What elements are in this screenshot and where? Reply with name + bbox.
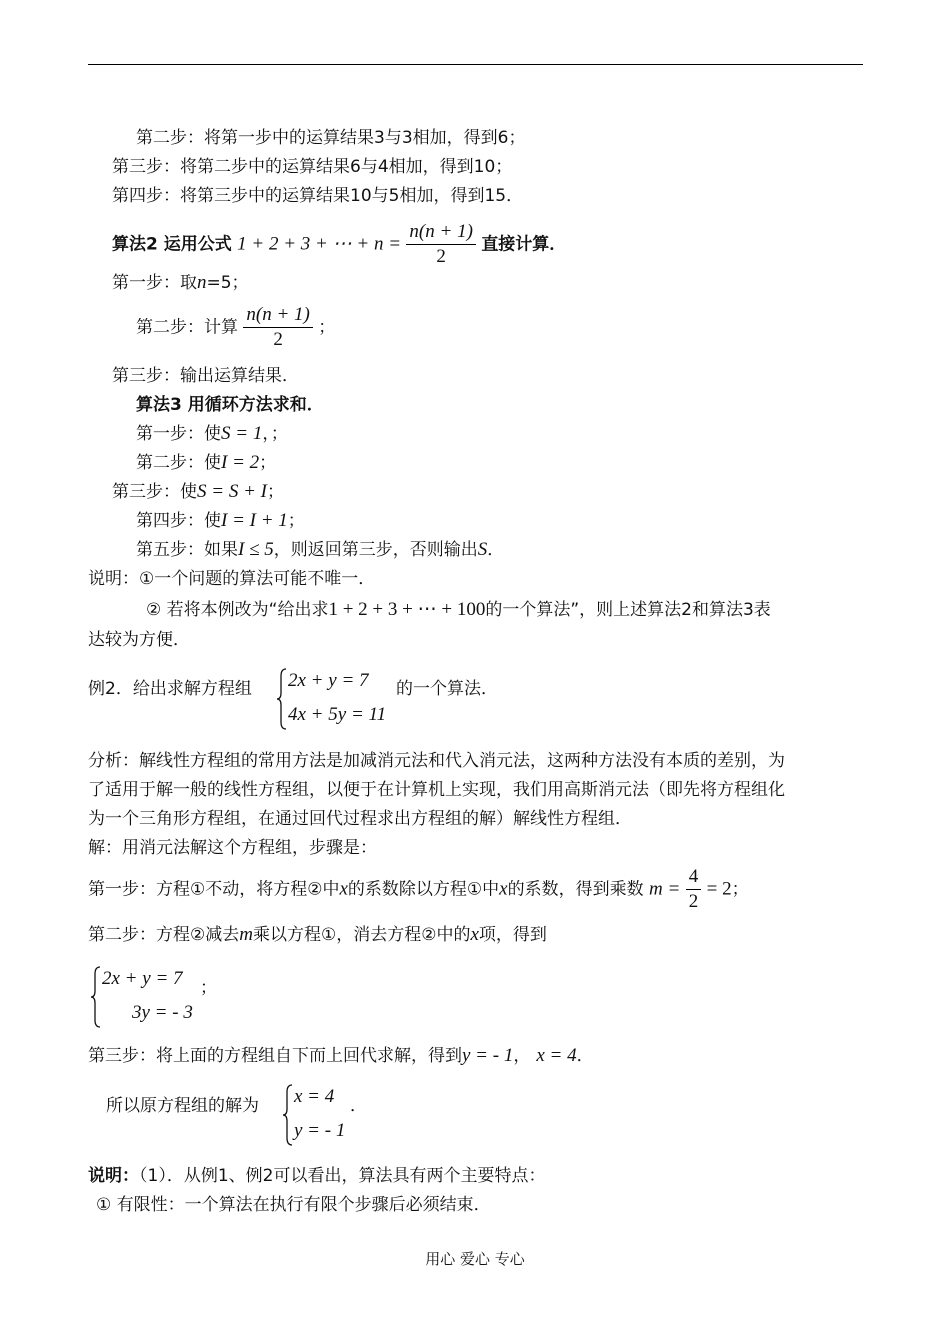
algorithm3-heading: 算法3 用循环方法求和． <box>136 395 324 415</box>
final-tail: ． <box>350 1096 367 1116</box>
alg3-step5: 第五步：如果I ≤ 5，则返回第三步，否则输出S． <box>136 539 505 560</box>
left-brace-icon <box>90 966 102 1028</box>
example2-prefix: 例2．给出求解方程组 <box>88 679 252 699</box>
example2-system <box>276 668 406 732</box>
solution-step1: 第一步：方程①不动，将方程②中x的系数除以方程①中x的系数，得到乘数 m = $\frac{4}{2}$ = 2； <box>88 866 749 912</box>
note-2: ② 若将本例改为“给出求1 + 2 + 3 + ⋯ + 100的一个算法”，则上述算法2和算法3表 <box>146 599 771 620</box>
feature-finiteness: ① 有限性：一个算法在执行有限个步骤后必须结束． <box>96 1195 491 1215</box>
example2-tail: 的一个算法． <box>396 679 498 699</box>
algorithm2-heading <box>112 222 566 267</box>
alg2-formula: 1 + 2 + 3 + ⋯ + n = <box>237 233 402 255</box>
left-brace-icon <box>282 1084 294 1146</box>
solution-step2: 第二步：方程②减去m乘以方程①，消去方程②中的x项，得到 <box>88 924 547 945</box>
alg2-step2: 第二步：计算 $\frac{n(n + 1)}{2}$ ； <box>136 304 336 350</box>
final-eq2: y = - 1 <box>294 1120 346 1141</box>
alg2-tail: 直接计算． <box>481 234 567 255</box>
page-footer: 用心 爱心 专心 <box>425 1250 525 1268</box>
alg3-step3: 第三步：使S = S + I； <box>112 481 284 502</box>
final-prefix: 所以原方程组的解为 <box>106 1096 259 1116</box>
left-brace-icon <box>276 668 288 730</box>
final-eq1: x = 4 <box>294 1086 335 1107</box>
triangular-eq1: 2x + y = 7 <box>102 968 183 989</box>
triangular-eq2: 3y = - 3 <box>132 1002 193 1023</box>
alg2-step3: 第三步：输出运算结果． <box>112 366 299 386</box>
analysis-line1: 分析：解线性方程组的常用方法是加减消元法和代入消元法，这两种方法没有本质的差别，为 <box>88 751 785 771</box>
example2-eq1: 2x + y = 7 <box>288 670 369 691</box>
alg2-label: 算法2 运用公式 <box>112 234 232 255</box>
alg2-step1: 第一步：取n=5； <box>112 272 249 293</box>
line-step2: 第二步：将第一步中的运算结果3与3相加，得到6； <box>136 128 526 148</box>
solution-step3: 第三步：将上面的方程组自下而上回代求解，得到y = - 1， x = 4． <box>88 1045 594 1066</box>
analysis-line2: 了适用于解一般的线性方程组，以便于在计算机上实现，我们用高斯消元法（即先将方程组化 <box>88 780 785 800</box>
line-step4: 第四步：将第三步中的运算结果10与5相加，得到15． <box>112 186 524 206</box>
alg2-fraction: $\frac{n(n + 1)}{2}$ <box>406 222 475 267</box>
alg3-step1: 第一步：使S = 1，； <box>136 423 288 444</box>
alg2-step2-fraction: $\frac{n(n + 1)}{2}$ <box>243 305 312 350</box>
header-rule <box>88 64 863 65</box>
example2-eq2: 4x + 5y = 11 <box>288 704 387 725</box>
note-2-cont: 达较为方便． <box>88 630 190 650</box>
note-1: 说明：①一个问题的算法可能不唯一． <box>88 569 376 589</box>
summary: 说明：（1）．从例1、例2可以看出，算法具有两个主要特点： <box>88 1166 546 1186</box>
line-step3: 第三步：将第二步中的运算结果6与4相加，得到10； <box>112 157 513 177</box>
alg3-step2: 第二步：使I = 2； <box>136 452 277 473</box>
solution-intro: 解：用消元法解这个方程组，步骤是： <box>88 838 377 858</box>
alg3-step4: 第四步：使I = I + 1； <box>136 510 305 531</box>
multiplier-fraction: $\frac{4}{2}$ <box>686 867 702 912</box>
analysis-line3: 为一个三角形方程组，在通过回代过程求出方程组的解）解线性方程组． <box>88 809 632 829</box>
triangular-tail: ； <box>200 978 217 998</box>
